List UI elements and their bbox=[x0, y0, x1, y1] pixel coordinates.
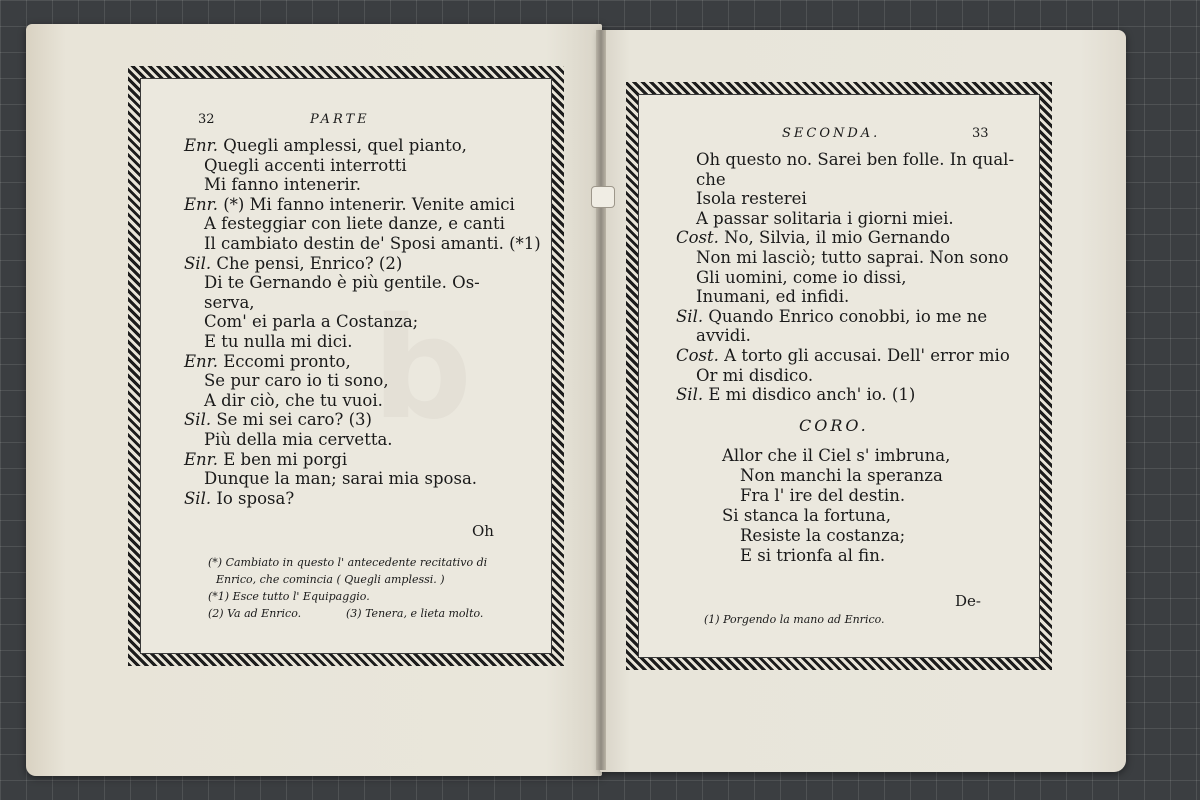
verse-text: Dunque la man; sarai mia sposa. bbox=[204, 469, 478, 489]
verse-text: Inumani, ed infidi. bbox=[696, 287, 850, 307]
binding-thread bbox=[591, 186, 615, 208]
right-verse-line bbox=[696, 248, 1009, 268]
left-running-head: PARTE bbox=[310, 112, 370, 127]
verse-text: E mi disdico anch' io. (1) bbox=[708, 385, 916, 405]
verse-text: serva, bbox=[204, 292, 255, 312]
speaker-name: Cost. bbox=[676, 346, 719, 365]
left-verse-line bbox=[204, 312, 418, 332]
coro-line: Si stanca la fortuna, bbox=[722, 506, 891, 525]
left-verse-line bbox=[184, 254, 402, 274]
verse-text: Il cambiato destin de' Sposi amanti. (*1) bbox=[204, 234, 541, 253]
right-verse-line bbox=[696, 189, 807, 209]
verse-text: Se mi sei caro? (3) bbox=[216, 410, 372, 430]
left-page-number: 32 bbox=[198, 112, 215, 127]
verse-text: che bbox=[696, 169, 726, 189]
verse-text: Se pur caro io ti sono, bbox=[204, 371, 389, 391]
verse-text: Più della mia cervetta. bbox=[204, 430, 393, 449]
verse-text: Com' ei parla a Costanza; bbox=[204, 312, 419, 332]
verse-text: (*) Mi fanno intenerir. Venite amici bbox=[223, 194, 515, 214]
coro-line: Resiste la costanza; bbox=[740, 526, 906, 545]
coro-heading: CORO. bbox=[799, 416, 869, 435]
verse-text: E tu nulla mi dici. bbox=[204, 332, 353, 351]
right-verse-line bbox=[676, 228, 950, 248]
left-verse-line bbox=[204, 175, 361, 195]
left-verse-line bbox=[204, 371, 389, 391]
verse-text: A festeggiar con liete danze, e canti bbox=[204, 214, 505, 234]
verse-text: Gli uomini, come io dissi, bbox=[696, 267, 907, 287]
speaker-name: Enr. bbox=[184, 449, 218, 469]
left-footnote: (*1) Esce tutto l' Equipaggio. bbox=[208, 590, 370, 603]
speaker-name: Enr. bbox=[184, 194, 218, 214]
left-footnote: (3) Tenera, e lieta molto. bbox=[346, 607, 484, 620]
right-verse-line bbox=[696, 366, 813, 386]
right-vine-border bbox=[626, 82, 1052, 670]
right-running-head: SECONDA. bbox=[782, 126, 881, 141]
left-verse-line bbox=[204, 214, 505, 234]
right-verse-line bbox=[676, 385, 915, 405]
verse-text: Quando Enrico conobbi, io me ne bbox=[708, 306, 988, 326]
verse-text: Io sposa? bbox=[216, 488, 295, 508]
speaker-name: Sil. bbox=[184, 253, 212, 273]
left-footnote: (*) Cambiato in questo l' antecedente recitativo di bbox=[208, 556, 488, 569]
verse-text: Or mi disdico. bbox=[696, 365, 814, 385]
left-verse-line bbox=[204, 332, 352, 352]
right-verse-line bbox=[676, 307, 987, 327]
speaker-name: Sil. bbox=[676, 385, 704, 405]
right-verse-line bbox=[696, 209, 954, 229]
right-page-number: 33 bbox=[972, 126, 989, 141]
verse-text: Eccomi pronto, bbox=[223, 351, 351, 371]
speaker-name: Sil. bbox=[676, 306, 704, 326]
left-verse-line bbox=[184, 195, 515, 215]
verse-text: A torto gli accusai. Dell' error mio bbox=[724, 346, 1010, 365]
speaker-name: Enr. bbox=[184, 136, 218, 155]
verse-text: Non mi lasciò; tutto saprai. Non sono bbox=[696, 248, 1009, 267]
left-verse-line bbox=[184, 136, 467, 156]
verse-text: avvidi. bbox=[696, 326, 751, 346]
coro-line: Allor che il Ciel s' imbruna, bbox=[722, 446, 951, 465]
verse-text: Oh questo no. Sarei ben folle. In qual- bbox=[696, 150, 1015, 169]
coro-line: Fra l' ire del destin. bbox=[740, 486, 906, 505]
left-verse-line bbox=[204, 391, 383, 411]
verse-text: Mi fanno intenerir. bbox=[204, 175, 361, 195]
verse-text: Che pensi, Enrico? (2) bbox=[216, 253, 403, 273]
speaker-name: Sil. bbox=[184, 410, 212, 430]
verse-text: A passar solitaria i giorni miei. bbox=[696, 208, 954, 228]
right-verse-line bbox=[676, 346, 1010, 366]
right-footnote: (1) Porgendo la mano ad Enrico. bbox=[704, 613, 885, 626]
verse-text: Isola resterei bbox=[696, 189, 807, 209]
left-verse-line bbox=[184, 489, 294, 509]
left-verse-line bbox=[184, 450, 347, 470]
right-verse-line bbox=[696, 150, 1014, 170]
left-verse-line bbox=[204, 293, 255, 313]
left-verse-line bbox=[184, 410, 372, 430]
speaker-name: Sil. bbox=[184, 488, 212, 508]
speaker-name: Cost. bbox=[676, 228, 719, 248]
left-verse-line bbox=[204, 430, 393, 450]
coro-line: E si trionfa al fin. bbox=[740, 546, 886, 565]
left-catchword: Oh bbox=[472, 522, 494, 540]
book-gutter bbox=[596, 30, 606, 770]
right-verse-line bbox=[696, 287, 849, 307]
right-verse-line bbox=[696, 268, 906, 288]
left-verse-line bbox=[184, 352, 351, 372]
library-watermark: b bbox=[372, 288, 473, 451]
left-footnote: Enrico, che comincia ( Quegli amplessi. ) bbox=[216, 573, 445, 586]
speaker-name: Enr. bbox=[184, 351, 218, 371]
left-verse-line bbox=[204, 156, 407, 176]
verse-text: Di te Gernando è più gentile. Os- bbox=[204, 273, 480, 293]
right-catchword: De- bbox=[955, 592, 981, 610]
left-verse-line bbox=[204, 234, 541, 254]
coro-line: Non manchi la speranza bbox=[740, 466, 943, 485]
left-verse-line bbox=[204, 273, 480, 293]
left-footnote: (2) Va ad Enrico. bbox=[208, 607, 302, 620]
left-verse-line bbox=[204, 469, 477, 489]
verse-text: Quegli accenti interrotti bbox=[204, 155, 407, 175]
verse-text: E ben mi porgi bbox=[223, 449, 348, 469]
verse-text: Quegli amplessi, quel pianto, bbox=[223, 136, 467, 155]
verse-text: A dir ciò, che tu vuoi. bbox=[204, 390, 383, 410]
verse-text: No, Silvia, il mio Gernando bbox=[724, 228, 951, 248]
right-verse-line bbox=[696, 170, 726, 190]
right-verse-line bbox=[696, 326, 751, 346]
